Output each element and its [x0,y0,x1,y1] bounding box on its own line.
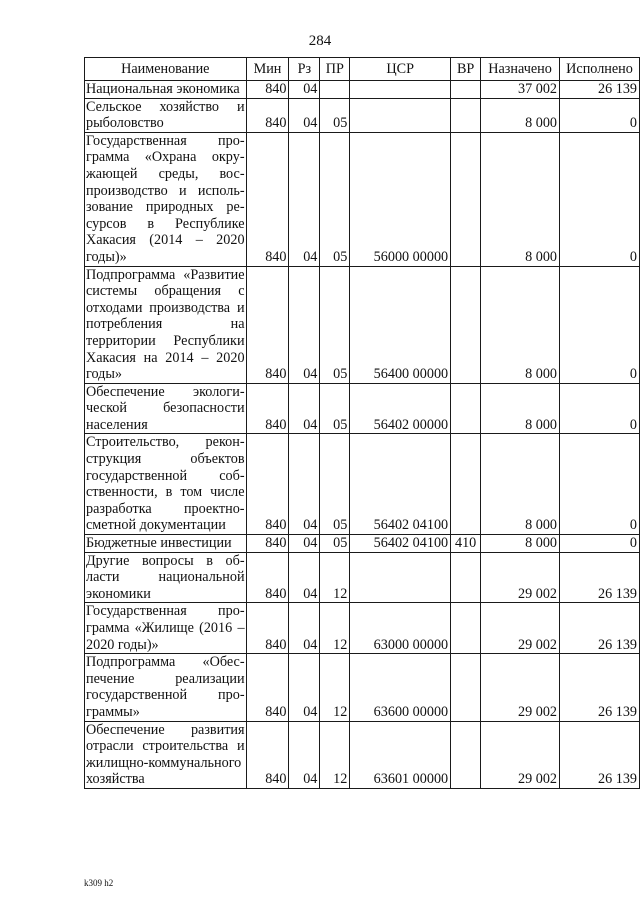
row-executed: 0 [560,535,640,553]
row-csr: 63000 00000 [350,603,451,654]
row-assigned: 8 000 [481,132,560,266]
row-pr: 12 [320,603,350,654]
row-pr: 05 [320,98,350,132]
row-vr [451,383,481,434]
row-name: Подпрограмма «Обеспечение реализации государственной программы» [86,654,245,720]
row-rz: 04 [289,266,320,383]
row-name: Государственная программа «Жилище (2016 – 2020 годы)» [86,603,245,653]
header-assigned: Назначено [481,58,560,81]
row-csr: 63600 00000 [350,654,451,721]
row-executed: 0 [560,266,640,383]
row-assigned: 8 000 [481,434,560,535]
row-executed: 0 [560,98,640,132]
table-row [85,434,640,535]
row-rz: 04 [289,535,320,553]
row-min: 840 [246,721,289,788]
row-rz: 04 [289,98,320,132]
row-min: 840 [246,81,289,99]
page-number: 284 [308,33,332,49]
row-executed: 0 [560,383,640,434]
row-assigned: 8 000 [481,383,560,434]
row-min: 840 [246,654,289,721]
row-min: 840 [246,98,289,132]
row-vr [451,434,481,535]
row-csr: 56000 00000 [350,132,451,266]
header-rz: Рз [289,58,320,81]
row-csr: 63601 00000 [350,721,451,788]
row-assigned: 29 002 [481,654,560,721]
table-row [85,535,640,553]
header-name: Наименование [85,58,247,81]
row-csr [350,81,451,99]
row-csr: 56400 00000 [350,266,451,383]
table-row [85,721,640,788]
header-min: Мин [246,58,289,81]
table-row [85,603,640,654]
table-row [85,98,640,132]
row-pr: 05 [320,535,350,553]
row-name: Сельское хозяйство и рыболовство [86,98,245,132]
row-vr [451,552,481,603]
header-csr: ЦСР [350,58,451,81]
table-row [85,266,640,383]
row-assigned: 8 000 [481,535,560,553]
row-assigned: 29 002 [481,552,560,603]
row-rz: 04 [289,383,320,434]
table-row [85,552,640,603]
row-rz: 04 [289,603,320,654]
row-min: 840 [246,266,289,383]
row-executed: 0 [560,132,640,266]
row-vr [451,132,481,266]
row-pr: 12 [320,552,350,603]
row-executed: 26 139 [560,721,640,788]
row-min: 840 [246,383,289,434]
row-executed: 26 139 [560,81,640,99]
row-pr: 05 [320,266,350,383]
row-vr [451,603,481,654]
row-csr [350,552,451,603]
row-pr: 05 [320,434,350,535]
row-min: 840 [246,132,289,266]
row-assigned: 29 002 [481,603,560,654]
row-vr: 410 [451,535,481,553]
row-name: Национальная экономика [85,81,247,99]
row-assigned: 8 000 [481,266,560,383]
row-min: 840 [246,552,289,603]
row-csr: 56402 04100 [350,535,451,553]
row-vr [451,654,481,721]
footer-code: k309 h2 [84,878,114,888]
row-csr [350,98,451,132]
row-vr [451,98,481,132]
table-row [85,654,640,721]
row-name: Обеспечение развития отрасли строительства и жилищно-коммунального хозяйства [86,721,245,788]
row-name: Государственная программа «Охрана окружающей среды, воспроизводство и использование природных ресурсов в Республике Хакасия (2014 – 2020 годы)» [86,132,245,265]
row-name: Подпрограмма «Развитие системы обращения с отходами производства и потребления на территории Республики Хакасия на 2014 – 2020 годы» [86,266,245,383]
row-rz: 04 [289,654,320,721]
row-rz: 04 [289,132,320,266]
row-vr [451,266,481,383]
table-row [85,383,640,434]
header-executed: Исполнено [560,58,640,81]
row-executed: 26 139 [560,654,640,721]
row-executed: 26 139 [560,603,640,654]
row-assigned: 29 002 [481,721,560,788]
row-rz: 04 [289,721,320,788]
row-csr: 56402 00000 [350,383,451,434]
row-vr [451,81,481,99]
row-rz: 04 [289,552,320,603]
row-executed: 26 139 [560,552,640,603]
row-pr: 05 [320,132,350,266]
budget-table [84,57,640,789]
row-min: 840 [246,603,289,654]
row-pr: 12 [320,721,350,788]
row-name: Обеспечение экологической безопасности населения [86,383,245,433]
row-rz: 04 [289,434,320,535]
row-name: Строительство, реконструкция объектов государственной собственности, в том числе разработка проектно-сметной документации [86,434,245,534]
row-vr [451,721,481,788]
table-row [85,132,640,266]
header-pr: ПР [320,58,350,81]
header-vr: ВР [451,58,481,81]
row-min: 840 [246,535,289,553]
row-pr: 05 [320,383,350,434]
row-csr: 56402 04100 [350,434,451,535]
row-assigned: 37 002 [481,81,560,99]
row-executed: 0 [560,434,640,535]
row-name: Бюджетные инвестиции [85,535,247,553]
table-row [85,81,640,99]
row-name: Другие вопросы в области национальной экономики [86,552,245,602]
row-pr [320,81,350,99]
row-assigned: 8 000 [481,98,560,132]
row-pr: 12 [320,654,350,721]
row-min: 840 [246,434,289,535]
table-header-row [85,58,640,81]
row-rz: 04 [289,81,320,99]
